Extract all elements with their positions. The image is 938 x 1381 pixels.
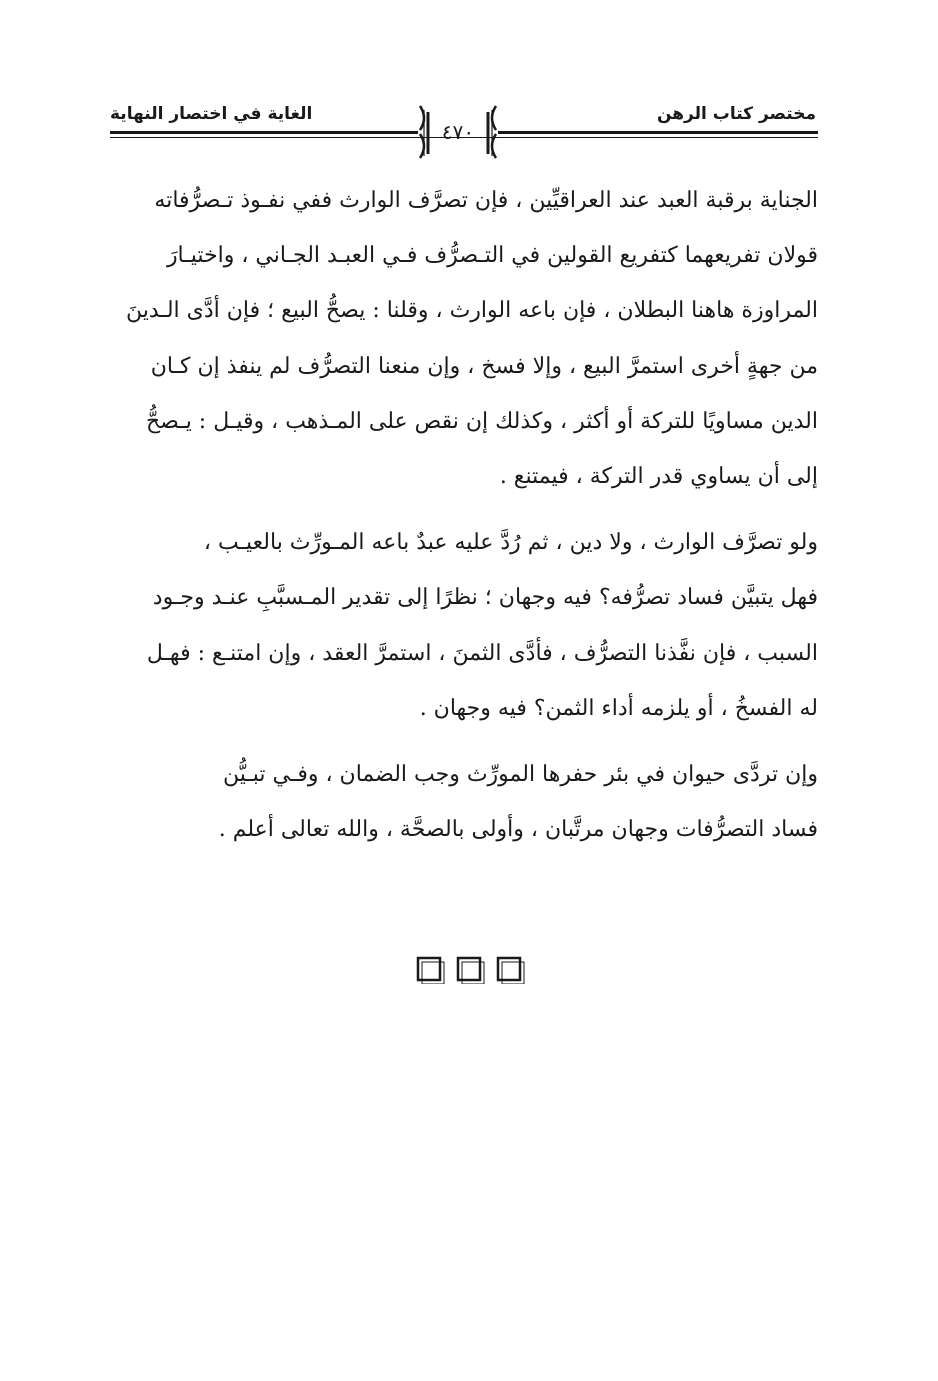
page-number: ٤٧٠ — [441, 120, 475, 144]
text-line: وإن تردَّى حيوان في بئر حفرها المورِّث وجب الضمان ، وفـي تبـيُّن — [222, 761, 818, 787]
running-title-right: مختصر كتاب الرهن — [656, 104, 816, 124]
text-line: ولو تصرَّف الوارث ، ولا دين ، ثم رُدَّ عليه عبدٌ باعه المـورِّث بالعيـب ، — [203, 530, 818, 556]
text-line: له الفسخُ ، أو يلزمه أداء الثمن؟ فيه وجهان . — [419, 695, 818, 721]
running-title-left: الغاية في اختصار النهاية — [110, 104, 313, 124]
text-line: إلى أن يساوي قدر التركة ، فيمتنع . — [499, 463, 818, 489]
body-text — [110, 173, 818, 857]
text-line: فهل يتبيَّن فساد تصرُّفه؟ فيه وجهان ؛ نظرًا إلى تقدير المـسبَّبِ عنـد وجـود — [152, 585, 818, 611]
paragraph-3 — [110, 747, 818, 857]
text-line: الجناية برقبة العبد عند العراقيِّين ، فإن تصرَّف الوارث ففي نفـوذ تـصرُّفاته — [154, 188, 818, 213]
text-line: السبب ، فإن نفَّذنا التصرُّف ، فأدَّى الثمنَ ، استمرَّ العقد ، وإن امتنـع : فهـل — [146, 640, 818, 666]
three-squares-ornament-icon — [414, 954, 526, 984]
text-line: فساد التصرُّفات وجهان مرتَّبان ، وأولى بالصحَّة ، والله تعالى أعلم . — [218, 817, 818, 843]
text-line: من جهةٍ أخرى استمرَّ البيع ، وإلا فسخ ، وإن منعنا التصرُّف لم ينفذ إن كـان — [150, 353, 818, 379]
text-line: الدين مساويًا للتركة أو أكثر ، وكذلك إن نقص على المـذهب ، وقيـل : يـصحُّ — [145, 408, 818, 434]
paragraph-2 — [110, 515, 818, 736]
text-line: المراوزة هاهنا البطلان ، فإن باعه الوارث ، وقلنا : يصحُّ البيع ؛ فإن أدَّى الـدينَ — [125, 298, 818, 324]
text-line: قولان تفريعهما كتفريع القولين في التـصرُّف فـي العبـد الجـاني ، واختيـارَ — [166, 243, 818, 269]
paragraph-1 — [110, 173, 818, 504]
